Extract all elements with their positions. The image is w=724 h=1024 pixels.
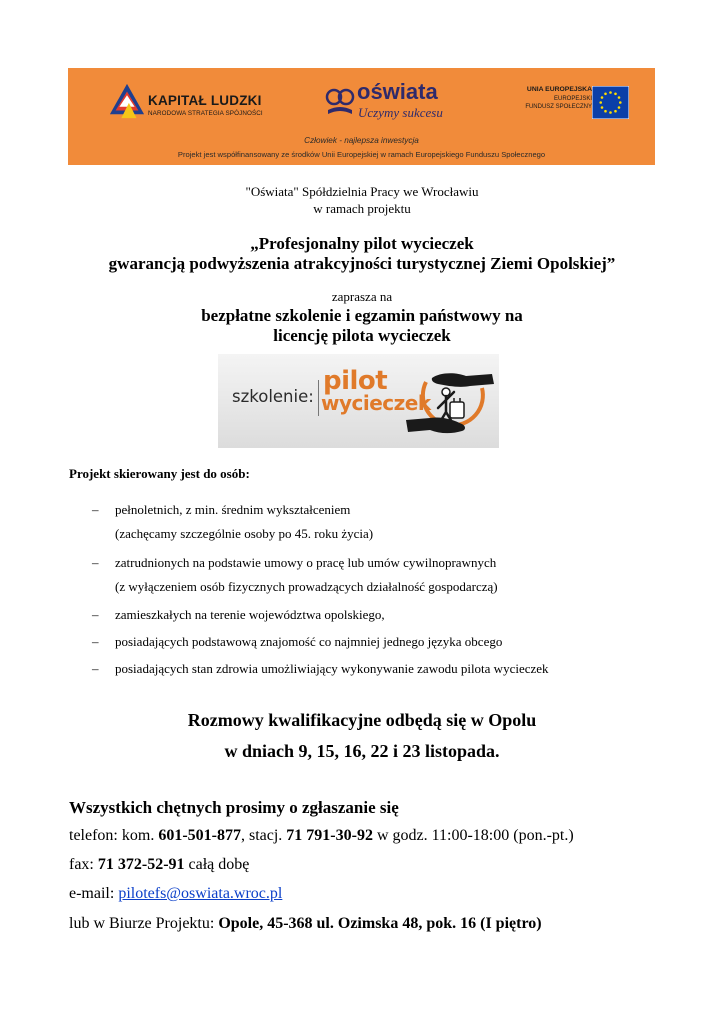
eu-label [496,86,592,112]
contact-fax-line [69,856,249,874]
list-item: (z wyłączeniem osób fizycznych prowadzących działalność gospodarczą) [115,579,498,594]
oswiata-logo-icon [325,86,355,116]
fax-number: 71 372-52-91 [97,856,185,873]
office-address: Opole, 45-368 ul. Ozimska 48, pok. 16 (I piętro) [218,915,542,932]
offer-line-1: bezpłatne szkolenie i egzamin państwowy na [201,306,523,325]
list-item: pełnoletnich, z min. średnim wykształceniem [115,502,351,517]
phone-mobile: 601-501-877 [158,827,241,844]
header-banner [68,68,655,165]
eu-subtitle-1: EUROPEJSKI [553,95,592,102]
phone-hours: w godz. 11:00-18:00 (pon.-pt.) [372,827,574,844]
in-project-line: w ramach projektu [313,201,411,216]
oswiata-tagline: Uczymy sukcesu [358,105,443,120]
banner-cofinance-note: Projekt jest współfinansowany ze środków Unii Europejskiej w ramach Europejskiego Funduszu Społecznego [177,150,546,159]
phone-landline: 71 791-30-92 [286,827,373,844]
office-label: lub w Biurze Projektu: [69,915,219,932]
list-item: posiadających stan zdrowia umożliwiający wykonywanie zawodu pilota wycieczek [115,661,549,676]
phone-separator: , stacj. [240,827,287,844]
offer-line-2: licencję pilota wycieczek [273,326,451,345]
audience-lead: Projekt skierowany jest do osób: [69,466,250,481]
interviews-line-1: Rozmowy kwalifikacyjne odbędą się w Opolu [187,710,537,730]
fax-note: całą dobę [184,856,250,873]
pilot-training-logo [218,354,499,448]
pilot-logo-word-wycieczek: wycieczek [321,391,431,415]
kapital-ludzki-name: KAPITAŁ LUDZKI [148,93,262,108]
list-item: zamieszkałych na terenie województwa opolskiego, [115,607,385,622]
eu-title: UNIA EUROPEJSKA [526,86,592,93]
list-item: zatrudnionych na podstawie umowy o pracę lub umów cywilnoprawnych [115,555,497,570]
contact-heading: Wszystkich chętnych prosimy o zgłaszanie się [69,798,399,817]
pilot-logo-divider [318,380,319,416]
eu-flag-icon [592,86,629,119]
list-bullet: – [92,634,99,649]
pilot-logo-word-pilot: pilot [323,366,388,396]
list-item: (zachęcamy szczególnie osoby po 45. roku życia) [115,526,374,541]
email-label: e-mail: [69,885,119,902]
list-item: posiadających podstawową znajomość co najmniej jednego języka obcego [115,634,503,649]
hands-figure-icon [404,362,496,442]
contact-phone-line [69,827,574,845]
phone-label: telefon: kom. [69,827,159,844]
pilot-logo-prefix: szkolenie: [232,387,314,406]
interviews-line-2: w dniach 9, 15, 16, 22 i 23 listopada. [224,741,500,761]
banner-slogan: Człowiek - najlepsza inwestycja [304,136,419,145]
email-link[interactable]: pilotefs@oswiata.wroc.pl [118,885,283,902]
list-bullet: – [92,661,99,676]
eu-subtitle-2: FUNDUSZ SPOŁECZNY [525,104,592,110]
organizer-line: "Oświata" Spółdzielnia Pracy we Wrocławiu [245,184,479,199]
list-bullet: – [92,607,99,622]
kapital-ludzki-logo-icon [108,82,146,120]
list-bullet: – [92,502,99,517]
kapital-ludzki-subtitle: NARODOWA STRATEGIA SPÓJNOŚCI [148,110,263,117]
project-title-line-1: „Profesjonalny pilot wycieczek [250,234,474,253]
invite-text: zaprasza na [331,289,393,304]
project-title-line-2: gwarancją podwyższenia atrakcyjności turystycznej Ziemi Opolskiej” [108,254,616,273]
fax-label: fax: [69,856,98,873]
contact-email-line [69,885,282,903]
list-bullet: – [92,555,99,570]
oswiata-name: oświata [357,79,438,104]
contact-office-line [69,915,542,933]
